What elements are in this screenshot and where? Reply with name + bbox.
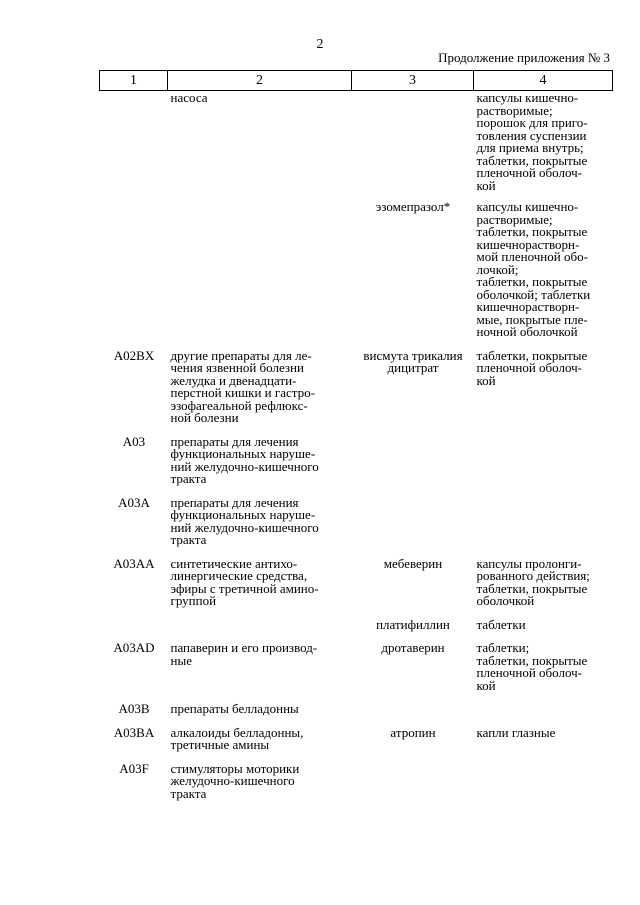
group-name-cell-line: препараты для лечения bbox=[170, 494, 299, 510]
table-row bbox=[100, 547, 613, 608]
group-name-cell-line: третичные амины bbox=[170, 737, 270, 752]
table-row bbox=[100, 716, 613, 752]
atc-code-cell bbox=[100, 91, 168, 193]
group-name-cell-line: папаверин и его производ- bbox=[170, 640, 318, 655]
group-name-cell bbox=[168, 486, 352, 547]
drug-name-cell-line: мебеверин bbox=[383, 555, 443, 571]
drug-name-cell-line: эзомепразол* bbox=[375, 199, 451, 214]
atc-code-cell: A03BA bbox=[113, 724, 155, 740]
dosage-forms-cell-line: таблетки; bbox=[476, 640, 530, 655]
group-name-cell-line: препараты для лечения bbox=[170, 433, 299, 449]
dosage-forms-cell-line: мой пленочной обо- bbox=[476, 249, 588, 264]
dosage-forms-cell-line: порошок для приго- bbox=[476, 115, 588, 130]
drug-name-cell bbox=[352, 608, 474, 632]
group-name-cell bbox=[168, 608, 352, 632]
dosage-forms-cell-line: кой bbox=[476, 177, 496, 193]
column-header-3: 3 bbox=[352, 71, 474, 91]
atc-code-cell bbox=[100, 192, 168, 339]
table-row bbox=[100, 91, 613, 193]
group-name-cell-line: алкалоиды белладонны, bbox=[170, 724, 304, 740]
page-number: 2 bbox=[316, 37, 324, 52]
drug-name-cell bbox=[352, 547, 474, 608]
table-row bbox=[100, 608, 613, 632]
atc-code-cell: A03AD bbox=[113, 640, 155, 655]
group-name-cell-line: функциональных наруше- bbox=[170, 507, 316, 522]
appendix-continuation-note: Продолжение приложения № 3 bbox=[438, 50, 610, 65]
dosage-forms-cell-line: кой bbox=[476, 677, 496, 693]
dosage-forms-cell-line: товления суспензии bbox=[476, 127, 587, 143]
table-row bbox=[100, 692, 613, 716]
drug-name-cell bbox=[352, 339, 474, 425]
dosage-forms-cell-line: капли глазные bbox=[476, 724, 556, 740]
atc-code-cell: A03AA bbox=[113, 555, 155, 571]
drug-name-cell-line: платифиллин bbox=[376, 616, 450, 632]
drug-name-cell-line: висмута трикалия bbox=[363, 347, 463, 363]
group-name-cell bbox=[168, 716, 352, 752]
group-name-cell bbox=[168, 752, 352, 801]
dosage-forms-cell bbox=[474, 752, 613, 801]
group-name-cell-line: желудочно-кишечного bbox=[170, 773, 295, 788]
dosage-forms-cell bbox=[474, 486, 613, 547]
dosage-forms-cell-line: капсулы пролонги- bbox=[476, 555, 582, 571]
dosage-forms-cell-line: пленочной оболоч- bbox=[476, 165, 582, 180]
drug-name-cell bbox=[352, 631, 474, 692]
atc-code-cell bbox=[100, 608, 168, 632]
group-name-cell-line: ной болезни bbox=[170, 410, 239, 425]
group-name-cell-line: группой bbox=[170, 593, 217, 608]
group-name-cell bbox=[168, 692, 352, 716]
atc-code-cell: A03 bbox=[122, 433, 146, 449]
group-name-cell bbox=[168, 339, 352, 425]
table-header-row bbox=[100, 71, 613, 91]
group-name-cell-line: ные bbox=[170, 652, 192, 668]
atc-code-cell: A03A bbox=[118, 494, 150, 510]
dosage-forms-cell-line: таблетки, покрытые bbox=[476, 224, 588, 239]
drug-name-cell-line: атропин bbox=[390, 724, 436, 740]
dosage-forms-cell-line: таблетки bbox=[476, 616, 526, 632]
dosage-forms-cell bbox=[474, 631, 613, 692]
group-name-cell-line: эфиры с третичной амино- bbox=[170, 580, 319, 596]
dosage-forms-cell bbox=[474, 608, 613, 632]
group-name-cell-line: линергические средства, bbox=[170, 568, 308, 583]
dosage-forms-cell bbox=[474, 716, 613, 752]
group-name-cell-line: ний желудочно-кишечного bbox=[170, 519, 319, 535]
dosage-forms-cell-line: кой bbox=[476, 372, 496, 388]
dosage-forms-cell bbox=[474, 547, 613, 608]
group-name-cell-line: тракта bbox=[170, 532, 207, 547]
table-row bbox=[100, 339, 613, 425]
table-row bbox=[100, 192, 613, 339]
group-name-cell-line: препараты белладонны bbox=[170, 701, 299, 716]
drug-name-cell-line: дротаверин bbox=[381, 640, 445, 655]
drug-name-cell bbox=[352, 486, 474, 547]
group-name-cell-line: стимуляторы моторики bbox=[170, 760, 300, 776]
dosage-forms-cell-line: таблетки, покрытые bbox=[476, 652, 588, 668]
group-name-cell-line: синтетические антихо- bbox=[170, 555, 298, 571]
dosage-forms-cell-line: растворимые; bbox=[476, 211, 553, 227]
table-row bbox=[100, 631, 613, 692]
table-row bbox=[100, 425, 613, 486]
dosage-forms-cell bbox=[474, 91, 613, 193]
drug-name-cell bbox=[352, 91, 474, 193]
group-name-cell-line: насоса bbox=[170, 90, 208, 105]
drug-name-cell bbox=[352, 752, 474, 801]
group-name-cell bbox=[168, 192, 352, 339]
group-name-cell bbox=[168, 631, 352, 692]
dosage-forms-cell-line: растворимые; bbox=[476, 102, 553, 118]
group-name-cell-line: другие препараты для ле- bbox=[170, 347, 312, 363]
group-name-cell bbox=[168, 91, 352, 193]
dosage-forms-cell-line: мые, покрытые пле- bbox=[476, 311, 588, 327]
group-name-cell-line: ний желудочно-кишечного bbox=[170, 458, 319, 474]
dosage-forms-cell-line: рованного действия; bbox=[476, 568, 590, 583]
dosage-forms-cell bbox=[474, 692, 613, 716]
dosage-forms-cell-line: кишечнорастворн- bbox=[476, 236, 580, 252]
group-name-cell-line: функциональных наруше- bbox=[170, 446, 316, 461]
dosage-forms-cell bbox=[474, 339, 613, 425]
dosage-forms-cell-line: таблетки, покрытые bbox=[476, 152, 588, 168]
group-name-cell-line: перстной кишки и гастро- bbox=[170, 385, 315, 400]
drug-name-cell bbox=[352, 425, 474, 486]
group-name-cell-line: тракта bbox=[170, 471, 207, 486]
group-name-cell-line: тракта bbox=[170, 785, 207, 801]
atc-code-cell: A03F bbox=[119, 760, 149, 776]
dosage-forms-cell-line: таблетки, покрытые bbox=[476, 274, 588, 289]
drug-name-cell-line: дицитрат bbox=[387, 360, 439, 375]
column-header-4: 4 bbox=[474, 71, 613, 91]
atc-code-cell: A03B bbox=[118, 701, 150, 716]
table-body bbox=[100, 91, 613, 801]
group-name-cell-line: эзофагеальной рефлюкс- bbox=[170, 397, 308, 413]
table-row bbox=[100, 752, 613, 801]
dosage-forms-cell-line: для приема внутрь; bbox=[476, 140, 584, 155]
dosage-forms-cell-line: кишечнорастворн- bbox=[476, 299, 580, 314]
drug-name-cell bbox=[352, 716, 474, 752]
dosage-forms-cell-line: таблетки, покрытые bbox=[476, 347, 588, 363]
dosage-forms-cell-line: капсулы кишечно- bbox=[476, 90, 579, 105]
dosage-forms-cell-line: пленочной оболоч- bbox=[476, 360, 582, 375]
group-name-cell-line: чения язвенной болезни bbox=[170, 360, 304, 375]
atc-code-cell: A02BX bbox=[113, 347, 155, 363]
dosage-forms-cell-line: оболочкой; таблетки bbox=[476, 286, 591, 302]
dosage-forms-cell-line: лочкой; bbox=[476, 261, 519, 277]
dosage-forms-cell-line: ночной оболочкой bbox=[476, 324, 578, 339]
group-name-cell bbox=[168, 425, 352, 486]
dosage-forms-cell-line: таблетки, покрытые bbox=[476, 580, 588, 596]
dosage-forms-cell bbox=[474, 425, 613, 486]
column-header-2: 2 bbox=[168, 71, 352, 91]
drug-name-cell bbox=[352, 192, 474, 339]
dosage-forms-cell bbox=[474, 192, 613, 339]
dosage-forms-cell-line: капсулы кишечно- bbox=[476, 199, 579, 214]
group-name-cell bbox=[168, 547, 352, 608]
drug-classification-table bbox=[99, 70, 613, 800]
table-row bbox=[100, 486, 613, 547]
column-header-1: 1 bbox=[100, 71, 168, 91]
dosage-forms-cell-line: оболочкой bbox=[476, 593, 535, 608]
group-name-cell-line: желудка и двенадцати- bbox=[170, 372, 297, 388]
drug-name-cell bbox=[352, 692, 474, 716]
dosage-forms-cell-line: пленочной оболоч- bbox=[476, 665, 582, 680]
